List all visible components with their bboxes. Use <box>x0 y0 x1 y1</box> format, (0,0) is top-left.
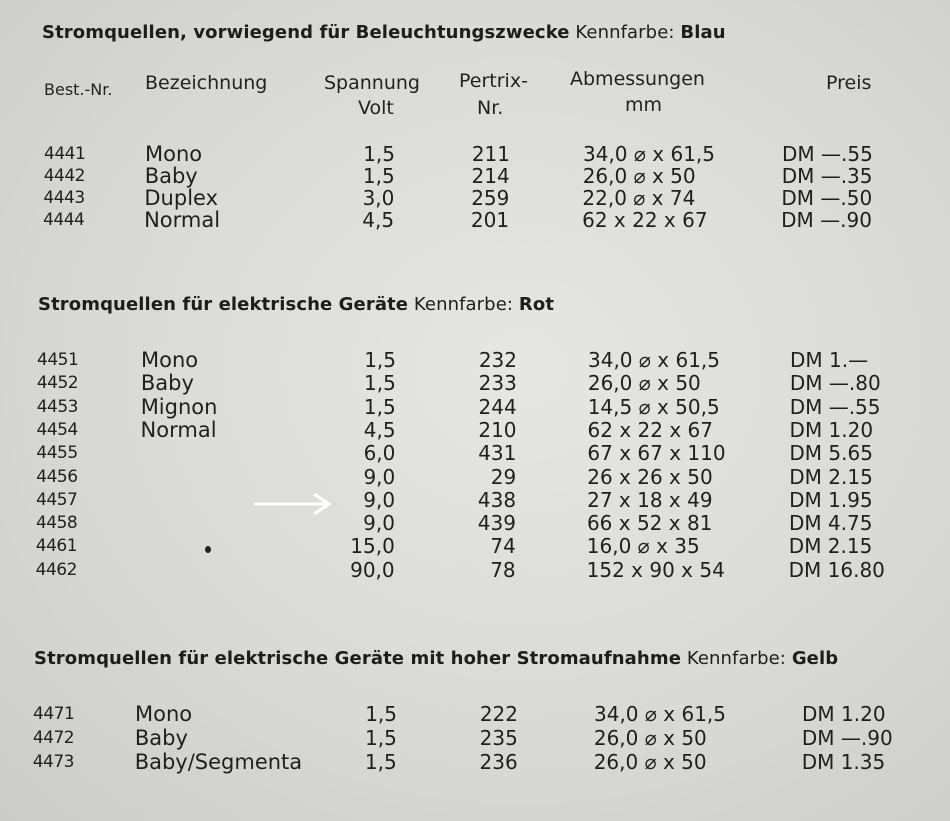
section-title: Stromquellen, vorwiegend für Beleuchtungszwecke <box>42 22 570 43</box>
cell-pertrix: 29 <box>490 464 517 489</box>
cell-dim: 26,0 ⌀ x 50 <box>593 726 707 750</box>
cell-dim: 26,0 ⌀ x 50 <box>587 371 701 396</box>
cell-price: DM 16.80 <box>788 557 885 582</box>
cell-dim: 34,0 ⌀ x 61,5 <box>583 142 716 166</box>
cell-pertrix: 201 <box>470 208 510 232</box>
cell-volt: 1,5 <box>365 702 397 726</box>
color-label: Kennfarbe: <box>413 294 514 315</box>
cell-pertrix: 214 <box>471 164 510 188</box>
cell-name: Baby <box>144 164 198 188</box>
column-header-price: Preis <box>826 72 872 94</box>
cell-name: Mono <box>135 702 193 726</box>
cell-name: Duplex <box>144 186 219 210</box>
cell-name: Mono <box>145 142 203 166</box>
cell-price: DM 2.15 <box>788 534 873 559</box>
cell-price: DM —.90 <box>801 726 893 750</box>
cell-price: DM —.90 <box>781 208 872 232</box>
cell-pertrix: 211 <box>471 142 510 166</box>
cell-volt: 1,5 <box>364 371 396 396</box>
color-value: Rot <box>518 294 555 315</box>
cell-nr: 4452 <box>36 373 79 394</box>
cell-volt: 1,5 <box>364 348 396 372</box>
section-heading-yellow <box>34 648 838 669</box>
cell-nr: 4456 <box>36 466 78 487</box>
cell-pertrix: 222 <box>479 702 518 726</box>
cell-dim: 152 x 90 x 54 <box>586 557 725 582</box>
column-header-volt-2: Volt <box>358 97 394 119</box>
cell-pertrix: 78 <box>490 557 516 582</box>
cell-dim: 66 x 52 x 81 <box>586 511 713 536</box>
cell-nr: 4454 <box>36 419 78 440</box>
cell-dim: 67 x 67 x 110 <box>587 441 726 466</box>
column-header-dim-1: Abmessungen <box>570 68 705 90</box>
cell-price: DM —.80 <box>789 371 881 396</box>
cell-pertrix: 438 <box>477 487 517 512</box>
cell-nr: 4461 <box>35 536 78 557</box>
cell-nr: 4472 <box>32 728 75 748</box>
section-title: Stromquellen für elektrische Geräte mit hoher Stromaufnahme <box>34 648 682 669</box>
cell-price: DM 2.15 <box>789 464 873 489</box>
cell-name: Normal <box>144 208 221 232</box>
column-header-pertrix-1: Pertrix- <box>459 70 528 92</box>
cell-nr: 4473 <box>32 752 74 772</box>
cell-dim: 62 x 22 x 67 <box>587 417 713 442</box>
ink-dot <box>205 546 211 553</box>
cell-volt: 9,0 <box>363 464 396 489</box>
cell-dim: 34,0 ⌀ x 61,5 <box>594 702 727 726</box>
cell-nr: 4458 <box>35 513 78 534</box>
cell-price: DM 5.65 <box>789 441 873 466</box>
section-heading-blue <box>42 22 726 43</box>
cell-nr: 4462 <box>35 559 77 580</box>
cell-name: Baby <box>134 726 188 750</box>
cell-dim: 26 x 26 x 50 <box>587 464 713 489</box>
cell-volt: 9,0 <box>363 487 396 512</box>
cell-volt: 1,5 <box>363 142 395 166</box>
color-value: Gelb <box>791 648 839 669</box>
cell-pertrix: 233 <box>478 371 517 396</box>
cell-price: DM —.35 <box>781 164 873 188</box>
cell-volt: 6,0 <box>363 441 396 466</box>
cell-pertrix: 431 <box>478 441 517 466</box>
cell-dim: 22,0 ⌀ x 74 <box>582 186 696 210</box>
cell-nr: 4442 <box>43 166 85 186</box>
cell-nr: 4451 <box>37 350 79 370</box>
arrow-right-icon <box>252 492 332 516</box>
cell-nr: 4457 <box>36 489 78 510</box>
cell-pertrix: 232 <box>478 348 517 372</box>
cell-name: Baby <box>140 371 194 396</box>
cell-price: DM 1.20 <box>802 702 886 726</box>
cell-pertrix: 74 <box>490 534 516 559</box>
cell-volt: 9,0 <box>363 511 395 536</box>
cell-name: Baby/Segmenta <box>134 750 303 774</box>
color-value: Blau <box>680 22 726 43</box>
cell-volt: 1,5 <box>364 750 397 774</box>
cell-pertrix: 439 <box>477 511 516 536</box>
cell-pertrix: 244 <box>478 394 517 419</box>
cell-dim: 26,0 ⌀ x 50 <box>582 164 696 188</box>
cell-pertrix: 210 <box>478 417 517 442</box>
cell-volt: 4,5 <box>363 417 396 442</box>
color-label: Kennfarbe: <box>575 22 675 43</box>
cell-price: DM 1.20 <box>789 417 874 442</box>
column-header-nr: Best.-Nr. <box>44 80 113 99</box>
column-header-name: Bezeichnung <box>145 72 268 94</box>
cell-price: DM —.55 <box>789 394 881 419</box>
cell-dim: 26,0 ⌀ x 50 <box>593 750 707 774</box>
color-label: Kennfarbe: <box>686 648 786 669</box>
cell-price: DM 1.35 <box>801 750 886 774</box>
cell-dim: 34,0 ⌀ x 61,5 <box>588 348 721 372</box>
cell-price: DM 4.75 <box>788 511 873 536</box>
cell-volt: 15,0 <box>350 534 395 559</box>
cell-name: Mignon <box>140 394 218 419</box>
cell-volt: 1,5 <box>363 394 396 419</box>
cell-name: Normal <box>140 417 217 442</box>
cell-price: DM 1.95 <box>789 487 873 512</box>
cell-dim: 27 x 18 x 49 <box>587 487 713 512</box>
section-title: Stromquellen für elektrische Geräte <box>38 294 409 315</box>
column-header-volt-1: Spannung <box>324 72 420 94</box>
cell-dim: 62 x 22 x 67 <box>582 208 708 232</box>
cell-volt: 4,5 <box>362 208 395 232</box>
cell-nr: 4441 <box>44 144 86 164</box>
cell-price: DM 1.— <box>790 348 869 372</box>
cell-pertrix: 236 <box>479 750 518 774</box>
cell-price: DM —.55 <box>782 142 873 166</box>
cell-nr: 4453 <box>36 396 78 417</box>
cell-nr: 4471 <box>33 704 75 724</box>
cell-dim: 16,0 ⌀ x 35 <box>586 534 700 559</box>
cell-volt: 90,0 <box>350 557 395 582</box>
column-header-dim-2: mm <box>625 94 663 116</box>
column-header-pertrix-2: Nr. <box>477 97 504 119</box>
cell-nr: 4455 <box>36 443 78 464</box>
cell-volt: 1,5 <box>362 164 395 188</box>
cell-pertrix: 235 <box>479 726 518 750</box>
cell-name: Mono <box>141 348 199 372</box>
cell-dim: 14,5 ⌀ x 50,5 <box>587 394 720 419</box>
cell-pertrix: 259 <box>471 186 510 210</box>
section-heading-red <box>38 294 554 315</box>
cell-volt: 1,5 <box>365 726 397 750</box>
cell-price: DM —.50 <box>781 186 873 210</box>
cell-nr: 4444 <box>43 210 85 230</box>
cell-volt: 3,0 <box>362 186 395 210</box>
cell-nr: 4443 <box>43 188 85 208</box>
